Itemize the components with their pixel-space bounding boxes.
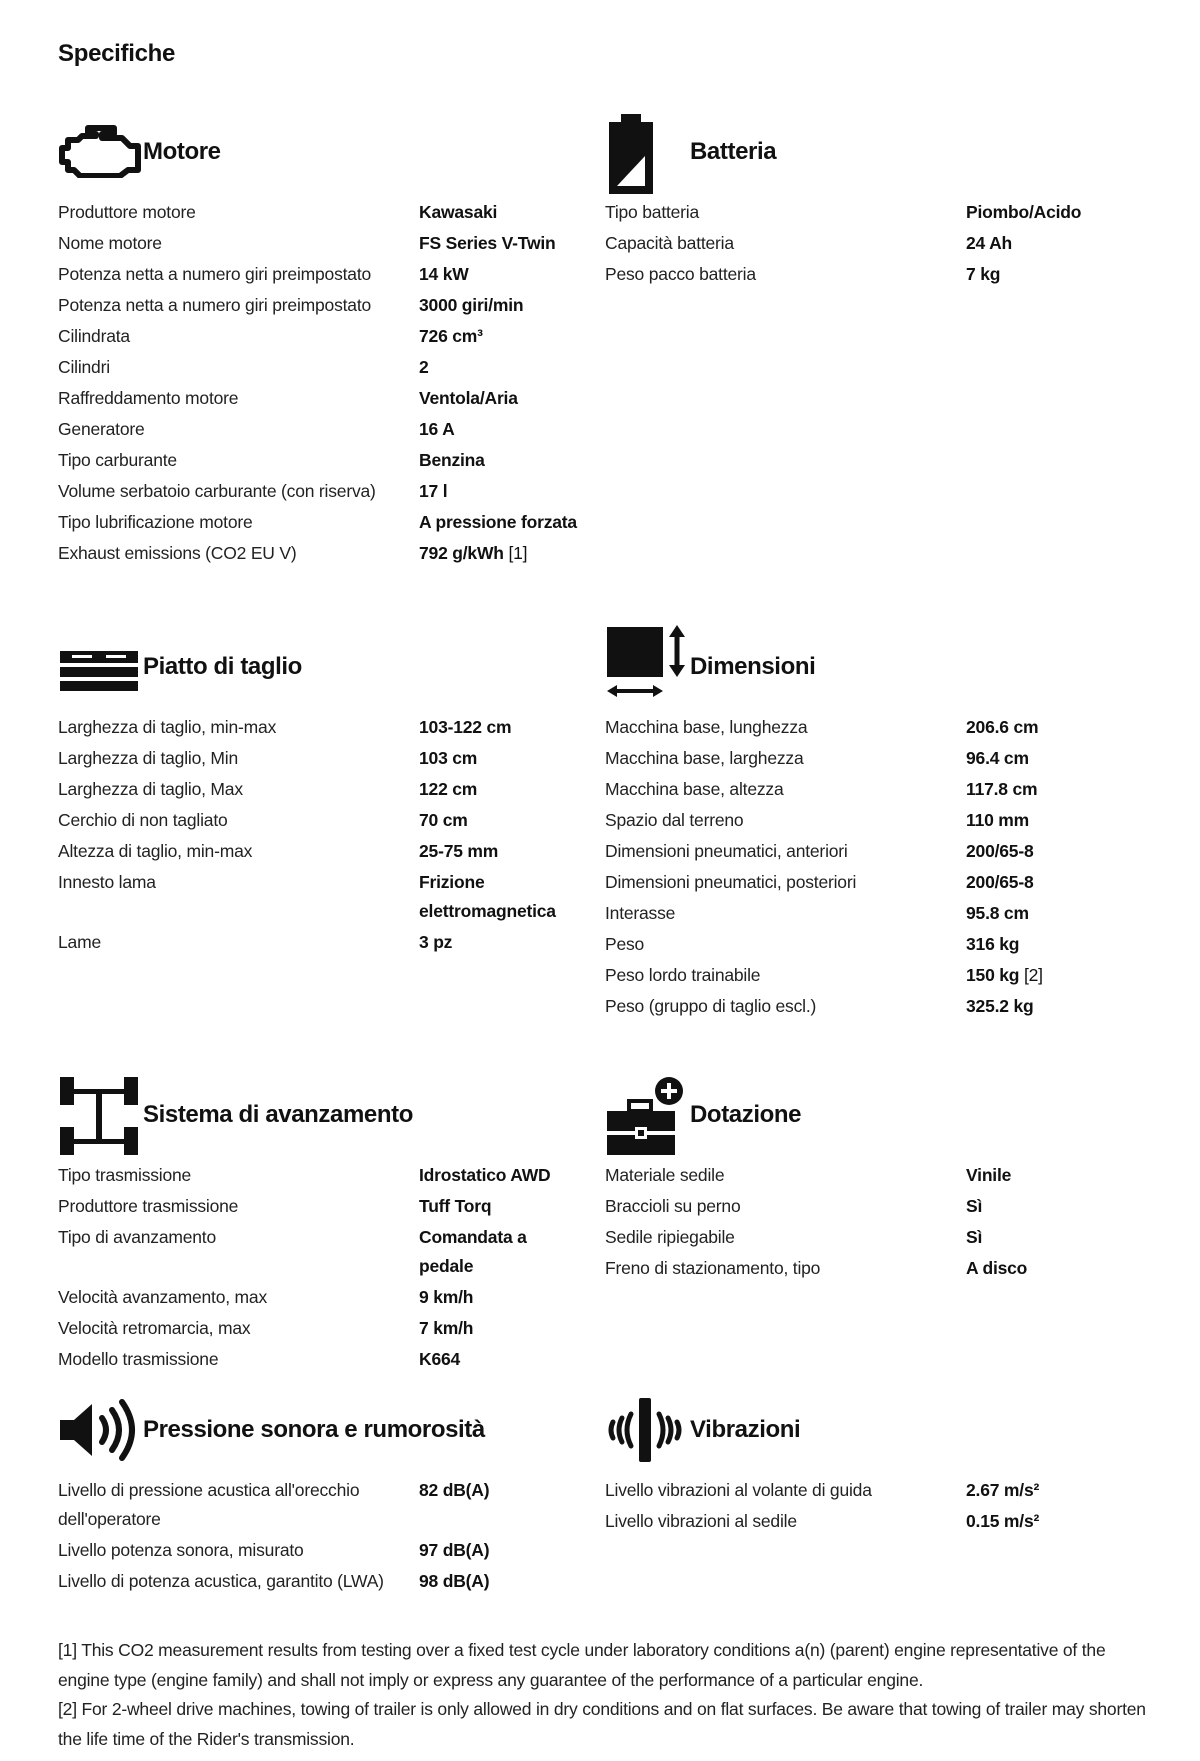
section-title: Piatto di taglio [143,653,302,680]
spec-label: Dimensioni pneumatici, posteriori [605,872,857,892]
spec-list [58,1159,578,1374]
spec-row [58,1159,578,1190]
spec-value [966,961,1131,990]
value-text: 792 g/kWh [419,543,504,563]
spec-label: Livello vibrazioni al volante di guida [605,1480,872,1500]
spec-value: 0.15 m/s² [966,1511,1040,1531]
spec-value: 2.67 m/s² [966,1480,1040,1500]
spec-label: Generatore [58,419,145,439]
footnote-ref[interactable]: [1] [508,543,528,563]
spec-row [58,1190,578,1221]
spec-value: 96.4 cm [966,748,1029,768]
spec-value: A disco [966,1258,1028,1278]
spec-row [605,196,1125,227]
spec-row [58,413,578,444]
spec-value: 25-75 mm [419,841,499,861]
section-title: Motore [143,138,221,165]
spec-row [58,1565,578,1596]
section-motore [58,100,578,568]
spec-value: 122 cm [419,779,478,799]
battery-icon [605,100,687,196]
spec-value: 726 cm³ [419,326,483,346]
footnote-1: [1] This CO2 measurement results from testing over a fixed test cycle under laboratory conditions a(n) (parent) engine representative of the engine type (engine family) and shall not imply or express any guarantee of the performance of a particular engine. [58,1640,1106,1690]
spec-label: Spazio dal terreno [605,810,744,830]
engine-icon [58,100,140,196]
spec-row [605,1221,1125,1252]
spec-list [605,1474,1125,1536]
spec-row [58,1534,578,1565]
section-title: Vibrazioni [690,1416,801,1443]
spec-row [58,351,578,382]
spec-label: Peso pacco batteria [605,264,756,284]
spec-label: Tipo trasmissione [58,1165,192,1185]
spec-value: Kawasaki [419,202,498,222]
spec-row [58,1221,578,1281]
spec-value: Benzina [419,450,485,470]
spec-row [58,866,578,926]
spec-value: 3 pz [419,932,453,952]
dimensions-icon [605,615,687,711]
section-title: Pressione sonora e rumorosità [143,1416,485,1443]
value-text: 150 kg [966,965,1020,985]
spec-row [58,1343,578,1374]
spec-label: Cilindri [58,357,110,377]
speaker-icon [58,1378,140,1474]
spec-row [605,742,1125,773]
cutting-deck-icon [58,615,140,711]
spec-row [58,506,578,537]
spec-value: 200/65-8 [966,872,1034,892]
spec-label: Tipo carburante [58,450,177,470]
spec-label: Larghezza di taglio, Min [58,748,239,768]
spec-label: Produttore trasmissione [58,1196,239,1216]
spec-row [58,537,578,568]
section-piatto-di-taglio [58,615,578,957]
spec-row [58,711,578,742]
spec-list [605,711,1125,1021]
spec-row [605,835,1125,866]
spec-value: Comandata a pedale [419,1227,527,1276]
spec-row [605,1159,1125,1190]
spec-value: Sì [966,1227,983,1247]
spec-value: 110 mm [966,810,1030,830]
spec-row [605,897,1125,928]
spec-value: 7 kg [966,264,1001,284]
spec-label: Materiale sedile [605,1165,725,1185]
spec-row [58,382,578,413]
footnotes [58,1636,1158,1754]
spec-row [58,1474,578,1534]
spec-value: Frizione elettromagnetica [419,872,556,921]
spec-row [605,959,1125,990]
spec-value: A pressione forzata [419,512,577,532]
spec-label: Macchina base, altezza [605,779,784,799]
spec-row [58,804,578,835]
spec-value: FS Series V-Twin [419,233,556,253]
spec-label: Lame [58,932,101,952]
spec-label: Velocità retromarcia, max [58,1318,251,1338]
spec-row [605,711,1125,742]
footnote-ref[interactable]: [2] [1023,965,1043,985]
spec-value: 206.6 cm [966,717,1039,737]
spec-value: 17 l [419,481,448,501]
spec-label: Livello vibrazioni al sedile [605,1511,797,1531]
spec-row [605,258,1125,289]
section-dotazione [605,1063,1125,1283]
spec-row [58,196,578,227]
spec-label: Freno di stazionamento, tipo [605,1258,821,1278]
section-title: Dimensioni [690,653,816,680]
spec-value: Sì [966,1196,983,1216]
spec-value: 325.2 kg [966,996,1034,1016]
spec-row [58,227,578,258]
spec-value: Vinile [966,1165,1012,1185]
spec-list [605,196,1125,289]
spec-label: Tipo di avanzamento [58,1227,217,1247]
spec-row [605,773,1125,804]
spec-row [58,1312,578,1343]
spec-value: 117.8 cm [966,779,1038,799]
section-title: Dotazione [690,1101,802,1128]
spec-row [605,1190,1125,1221]
spec-value: 103 cm [419,748,478,768]
spec-label: Peso [605,934,645,954]
spec-value: Ventola/Aria [419,388,518,408]
spec-value: 3000 giri/min [419,295,524,315]
spec-row [58,289,578,320]
spec-label: Larghezza di taglio, Max [58,779,243,799]
spec-label: Innesto lama [58,872,156,892]
section-dimensioni [605,615,1125,1021]
spec-value: Idrostatico AWD [419,1165,551,1185]
spec-value: 70 cm [419,810,468,830]
spec-row [605,866,1125,897]
toolbox-plus-icon [605,1063,687,1159]
spec-row [58,742,578,773]
spec-list [58,1474,578,1596]
spec-value: K664 [419,1349,461,1369]
spec-row [58,926,578,957]
spec-label: Tipo lubrificazione motore [58,512,253,532]
section-title: Batteria [690,138,777,165]
spec-row [605,1505,1125,1536]
spec-label: Raffreddamento motore [58,388,239,408]
spec-value: 14 kW [419,264,469,284]
spec-label: Potenza netta a numero giri preimpostato [58,264,372,284]
spec-list [58,196,578,568]
spec-label: Peso (gruppo di taglio escl.) [605,996,817,1016]
section-pressione-sonora [58,1378,578,1596]
section-title: Sistema di avanzamento [143,1101,413,1128]
spec-label: Altezza di taglio, min-max [58,841,253,861]
spec-label: Dimensioni pneumatici, anteriori [605,841,848,861]
spec-row [605,990,1125,1021]
spec-row [605,1252,1125,1283]
spec-label: Exhaust emissions (CO2 EU V) [58,543,297,563]
spec-value: 7 km/h [419,1318,474,1338]
spec-value: 24 Ah [966,233,1013,253]
spec-row [605,1474,1125,1505]
spec-value: 103-122 cm [419,717,512,737]
spec-label: Volume serbatoio carburante (con riserva) [58,481,376,501]
spec-value: 2 [419,357,429,377]
spec-label: Modello trasmissione [58,1349,219,1369]
spec-value: 200/65-8 [966,841,1034,861]
spec-label: Tipo batteria [605,202,700,222]
spec-list [58,711,578,957]
spec-row [58,444,578,475]
spec-row [605,804,1125,835]
spec-value: 97 dB(A) [419,1540,490,1560]
spec-row [58,835,578,866]
spec-value: 95.8 cm [966,903,1029,923]
spec-label: Livello di pressione acustica all'orecchio dell'operatore [58,1480,360,1529]
spec-row [605,227,1125,258]
spec-label: Peso lordo trainabile [605,965,761,985]
spec-value: 316 kg [966,934,1020,954]
spec-row [58,475,578,506]
section-batteria [605,100,1125,289]
spec-label: Macchina base, lunghezza [605,717,808,737]
spec-row [58,1281,578,1312]
spec-row [58,258,578,289]
spec-row [58,320,578,351]
spec-label: Interasse [605,903,676,923]
spec-label: Macchina base, larghezza [605,748,804,768]
spec-value: Tuff Torq [419,1196,492,1216]
spec-value: 82 dB(A) [419,1480,490,1500]
section-sistema-di-avanzamento [58,1063,578,1374]
spec-value: 9 km/h [419,1287,474,1307]
spec-label: Produttore motore [58,202,196,222]
spec-label: Cilindrata [58,326,130,346]
spec-label: Livello di potenza acustica, garantito (LWA) [58,1571,384,1591]
spec-value: 98 dB(A) [419,1571,490,1591]
spec-value: Piombo/Acido [966,202,1082,222]
page-title: Specifiche [58,40,176,67]
spec-value [419,539,584,568]
vibration-icon [605,1378,687,1474]
footnote-2: [2] For 2-wheel drive machines, towing of trailer is only allowed in dry conditions and on flat surfaces. Be aware that towing of trailer may shorten the life time of the Rider's transmission. [58,1699,1146,1749]
spec-label: Sedile ripiegabile [605,1227,735,1247]
section-vibrazioni [605,1378,1125,1536]
spec-row [605,928,1125,959]
spec-label: Braccioli su perno [605,1196,741,1216]
spec-label: Potenza netta a numero giri preimpostato [58,295,372,315]
spec-label: Capacità batteria [605,233,734,253]
spec-label: Cerchio di non tagliato [58,810,228,830]
drivetrain-icon [58,1063,140,1159]
spec-row [58,773,578,804]
spec-label: Larghezza di taglio, min-max [58,717,277,737]
spec-value: 16 A [419,419,455,439]
spec-list [605,1159,1125,1283]
spec-label: Livello potenza sonora, misurato [58,1540,304,1560]
spec-label: Velocità avanzamento, max [58,1287,268,1307]
spec-label: Nome motore [58,233,162,253]
